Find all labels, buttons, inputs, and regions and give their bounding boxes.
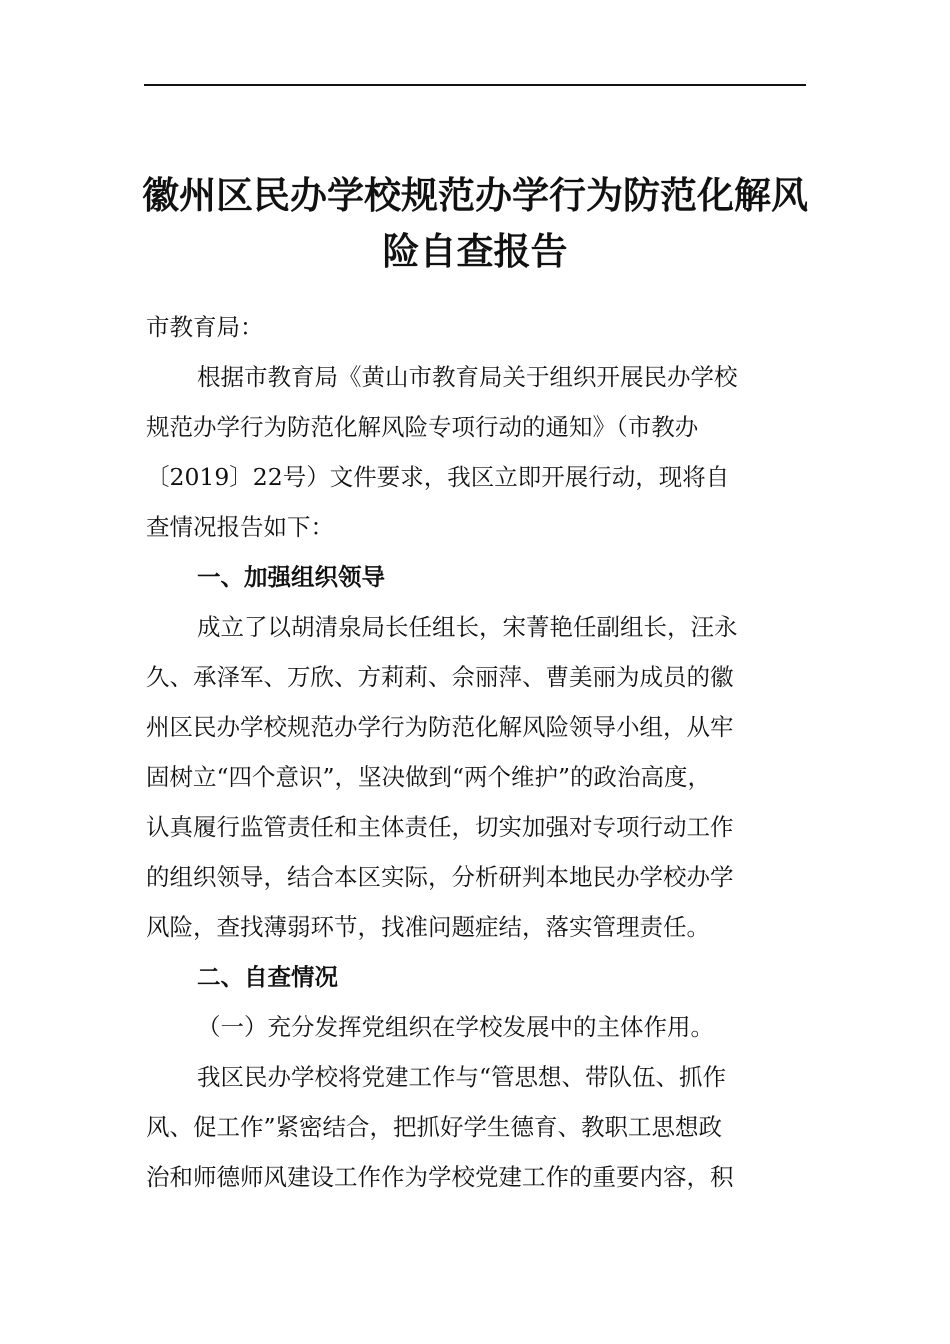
- section-1-line-3: 州区民办学校规范办学行为防范化解风险领导小组，从牢: [146, 713, 734, 741]
- section-1-line-5: 认真履行监管责任和主体责任，切实加强对专项行动工作: [146, 813, 734, 841]
- document-title: [140, 168, 810, 280]
- section-1-line-7: 风险，查找薄弱环节，找准问题症结，落实管理责任。: [146, 913, 710, 941]
- title-line-1: 徽州区民办学校规范办学行为防范化解风: [142, 174, 808, 217]
- intro-paragraph: [146, 352, 806, 552]
- title-line-2: 险自查报告: [382, 230, 568, 273]
- section-1-line-6: 的组织领导，结合本区实际，分析研判本地民办学校办学: [146, 863, 734, 891]
- section-2-heading: 二、自查情况: [197, 963, 338, 991]
- intro-line-3: 〔2019〕22号）文件要求，我区立即开展行动，现将自: [146, 463, 730, 491]
- section-2-subheading: （一）充分发挥党组织在学校发展中的主体作用。: [197, 1013, 714, 1041]
- header-rule: [144, 84, 806, 86]
- salutation: 市教育局：: [146, 313, 264, 341]
- intro-line-4: 查情况报告如下：: [146, 513, 334, 541]
- intro-line-1: 根据市教育局《黄山市教育局关于组织开展民办学校: [197, 363, 738, 391]
- section-1-heading: 一、加强组织领导: [197, 563, 385, 591]
- intro-line-2: 规范办学行为防范化解风险专项行动的通知》（市教办: [146, 413, 699, 441]
- section-2-paragraph: [146, 1052, 806, 1202]
- section-1-line-4: 固树立“四个意识”，坚决做到“两个维护”的政治高度，: [146, 763, 712, 791]
- section-2-line-3: 治和师德师风建设工作作为学校党建工作的重要内容，积: [146, 1163, 734, 1191]
- section-2-line-2: 风、促工作”紧密结合，把抓好学生德育、教职工思想政: [146, 1113, 723, 1141]
- section-1-paragraph: [146, 602, 806, 952]
- section-2-line-1: 我区民办学校将党建工作与“管思想、带队伍、抓作: [197, 1063, 727, 1091]
- document-body: [146, 302, 806, 1202]
- section-1-line-1: 成立了以胡清泉局长任组长，宋菁艳任副组长，汪永: [197, 613, 738, 641]
- section-1-line-2: 久、承泽军、万欣、方莉莉、佘丽萍、曹美丽为成员的徽: [146, 663, 734, 691]
